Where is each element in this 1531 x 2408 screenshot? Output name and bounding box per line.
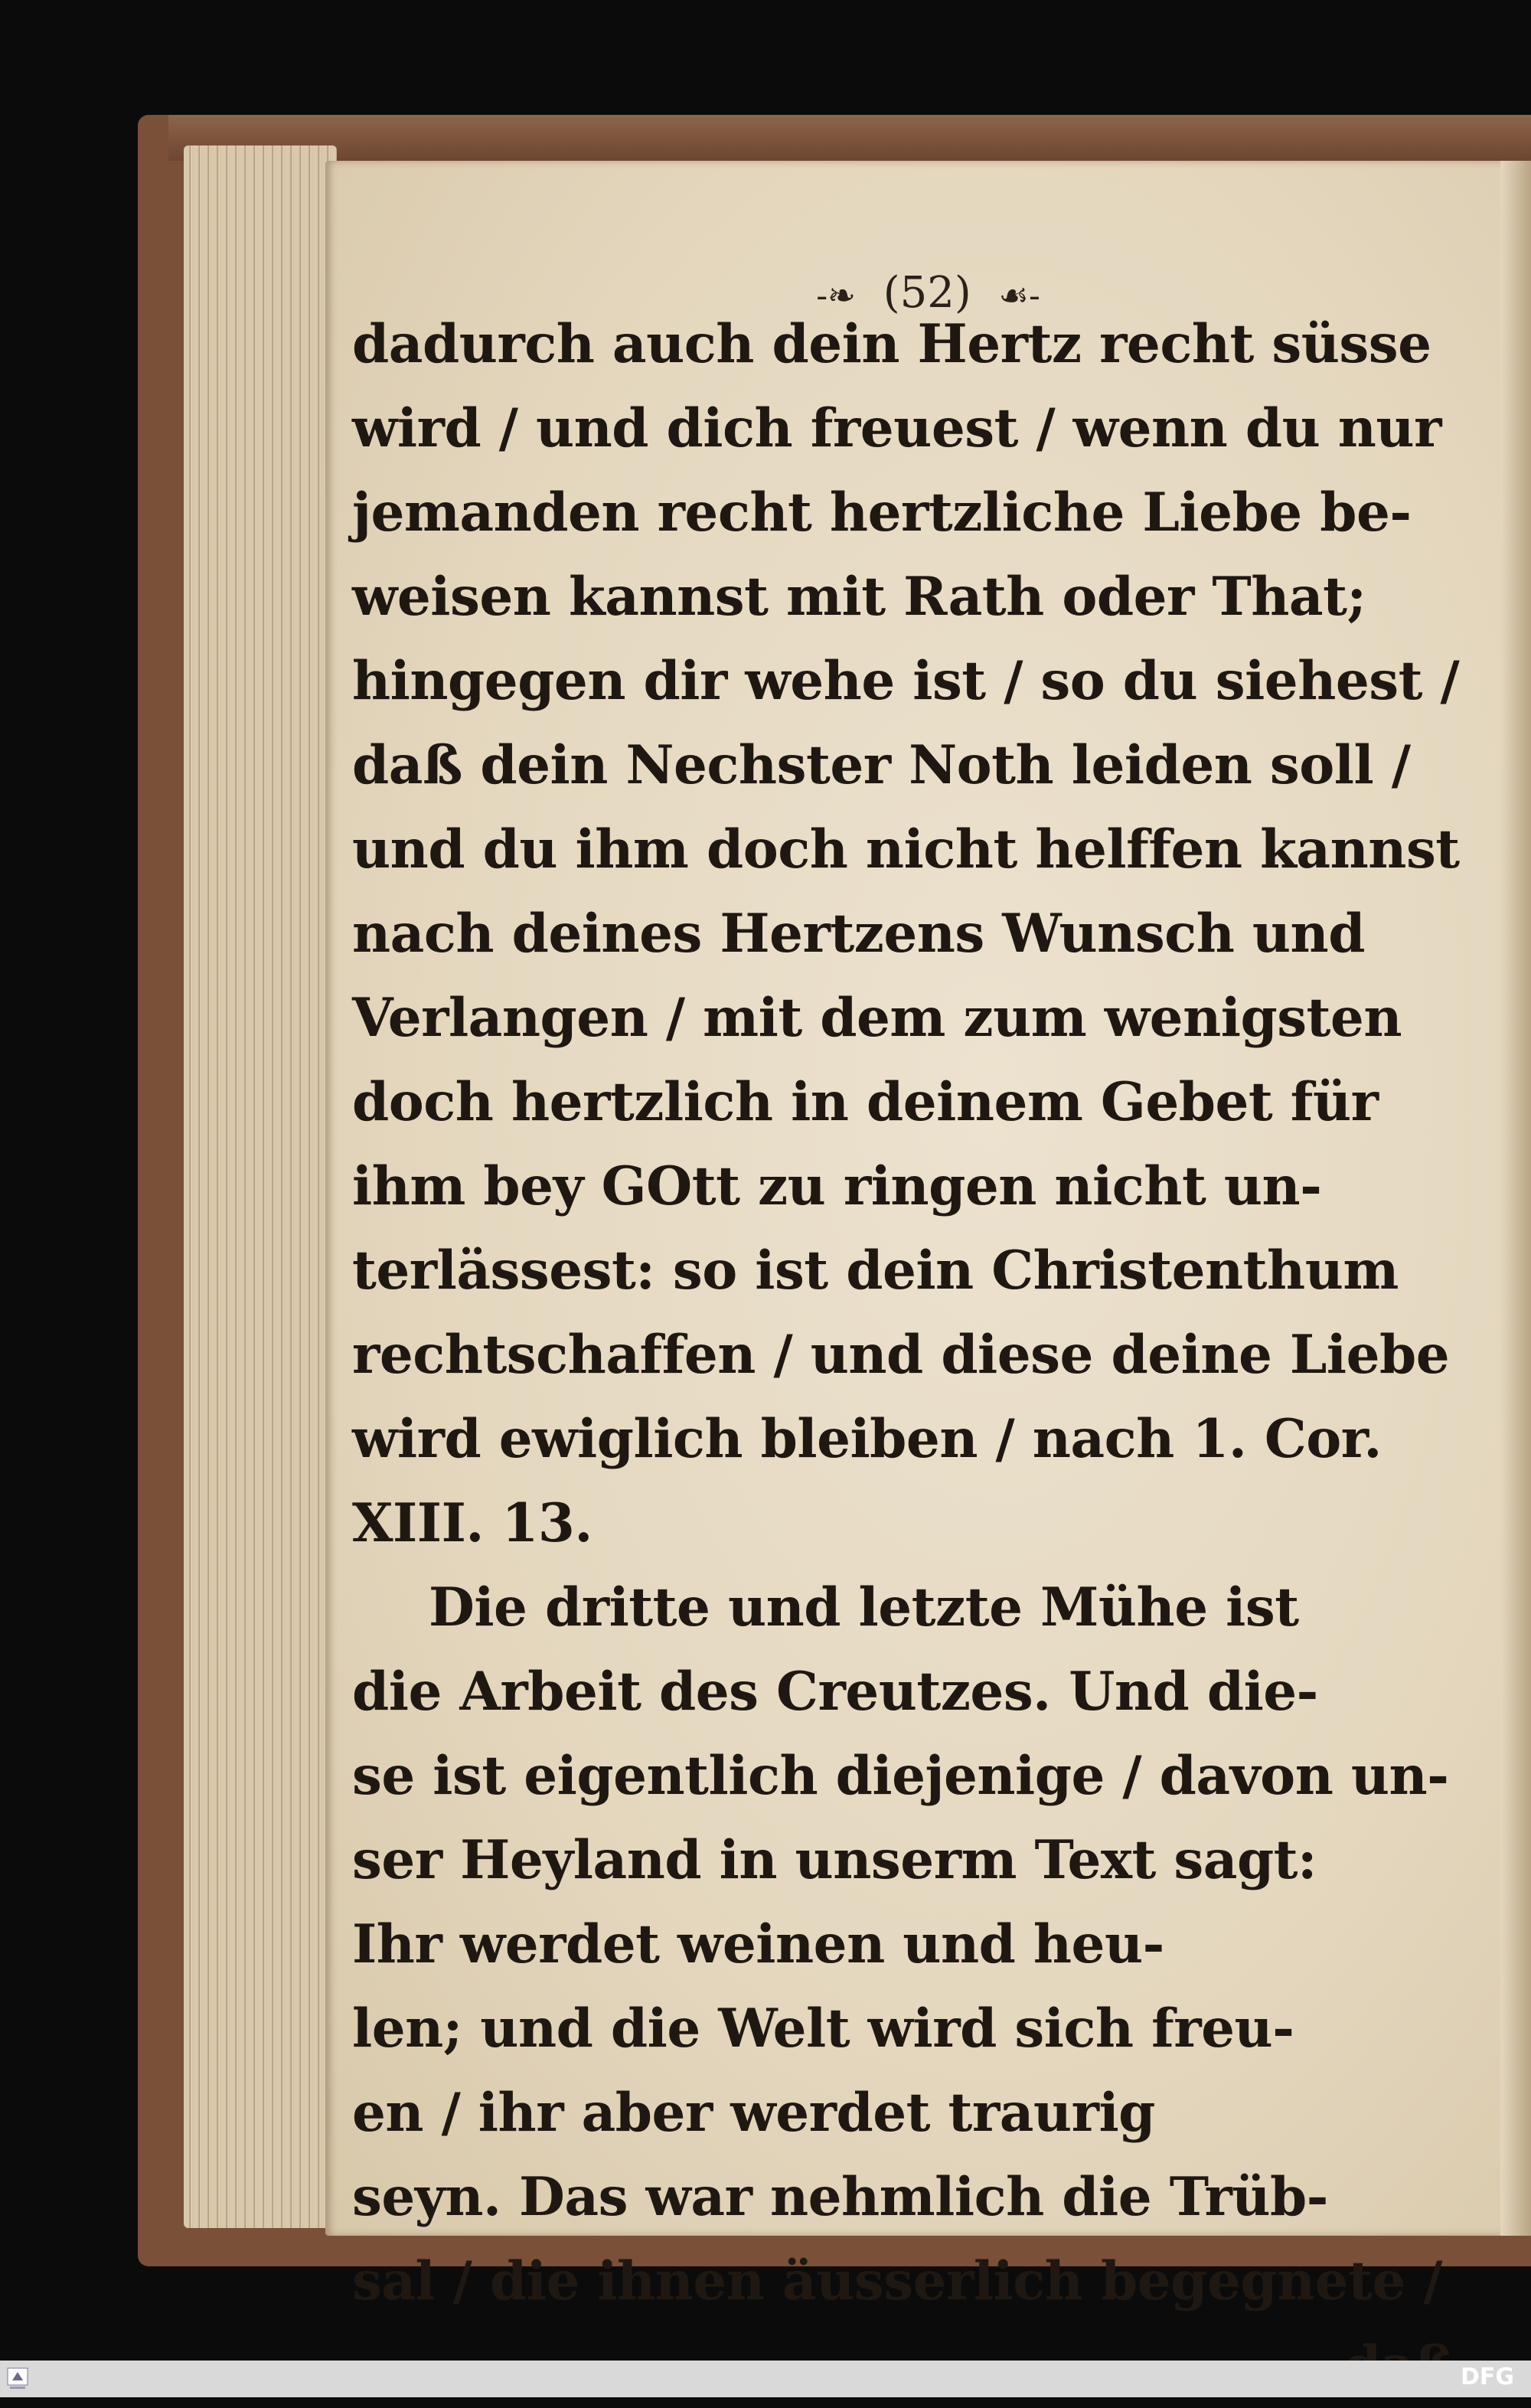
library-logo-icon <box>6 2367 29 2391</box>
text-line: Ihr werdet weinen und heu- <box>352 1913 1164 1975</box>
page-number: (52) <box>883 268 971 318</box>
text-line: rechtschaffen / und diese deine Liebe <box>352 1324 1450 1386</box>
cover-top-edge <box>168 115 1531 161</box>
page-text <box>352 302 1485 2408</box>
text-line: len; und die Welt wird sich freu- <box>352 1998 1294 2060</box>
text-line: seyn. Das war nehmlich die Trüb- <box>352 2166 1328 2228</box>
text-line: nach deines Hertzens Wunsch und <box>352 903 1365 965</box>
text-line: jemanden recht hertzliche Liebe be- <box>352 482 1412 544</box>
text-line: terlässest: so ist dein Christenthum <box>352 1240 1399 1302</box>
text-line: weisen kannst mit Rath oder That; <box>352 566 1366 628</box>
text-line: ihm bey GOtt zu ringen nicht un- <box>352 1155 1322 1217</box>
text-line: ser Heyland in unserm Text sagt: <box>352 1829 1317 1891</box>
text-line: dadurch auch dein Hertz recht süsse <box>352 313 1431 375</box>
text-line: doch hertzlich in deinem Gebet für <box>352 1071 1379 1133</box>
dfg-brand: DFG <box>1460 2364 1514 2390</box>
text-line: daß dein Nechster Noth leiden soll / <box>352 734 1411 796</box>
text-line: wird / und dich freuest / wenn du nur <box>352 397 1441 459</box>
left-ornament-icon: -❧ <box>816 276 856 315</box>
page-edges <box>184 145 337 2228</box>
text-line: Verlangen / mit dem zum wenigsten <box>352 987 1402 1049</box>
text-line: en / ihr aber werdet traurig <box>352 2082 1155 2144</box>
text-line: sal / die ihnen äusserlich begegnete / <box>352 2250 1443 2312</box>
page-gutter <box>1500 161 1531 2236</box>
text-line: Die dritte und letzte Mühe ist <box>429 1576 1299 1639</box>
text-line: hingegen dir wehe ist / so du siehest / <box>352 650 1460 712</box>
text-line: die Arbeit des Creutzes. Und die- <box>352 1661 1318 1723</box>
right-ornament-icon: ☙- <box>998 276 1040 315</box>
text-line: und du ihm doch nicht helffen kannst <box>352 818 1460 881</box>
viewer-footer-bar <box>0 2361 1531 2397</box>
text-line: wird ewiglich bleiben / nach 1. Cor. <box>352 1408 1382 1470</box>
text-line: se ist eigentlich diejenige / davon un- <box>352 1745 1449 1807</box>
text-line: XIII. 13. <box>352 1492 592 1554</box>
